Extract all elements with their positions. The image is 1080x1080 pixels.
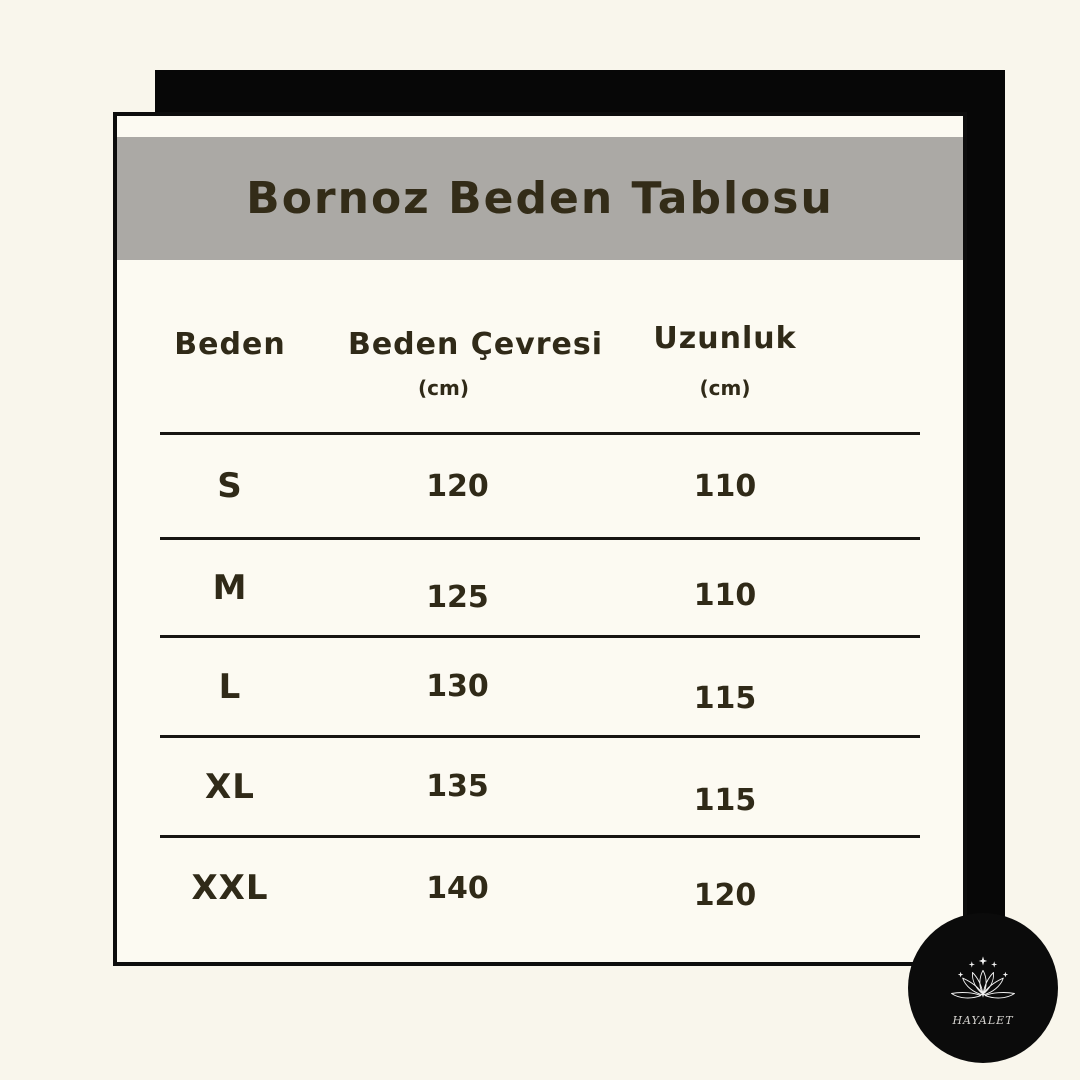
column-header-chest: [300, 327, 615, 400]
length-value: 115: [693, 783, 757, 818]
column-header-label: Uzunluk: [653, 321, 797, 356]
size-value: L: [218, 666, 242, 707]
table-row: [160, 540, 920, 638]
chest-value: 135: [426, 769, 489, 804]
lotus-icon: [941, 955, 1025, 1011]
chest-value: 130: [426, 669, 489, 704]
title-bar: [117, 137, 963, 260]
size-chart-card: [113, 112, 967, 966]
size-value: M: [212, 567, 248, 608]
column-header-label: Beden: [174, 327, 286, 362]
size-value: XXL: [191, 868, 269, 908]
size-table: [117, 260, 963, 962]
table-row: [160, 435, 920, 540]
column-header-unit: (cm): [418, 376, 469, 400]
chest-value: 125: [426, 580, 489, 615]
chest-value: 140: [426, 870, 489, 906]
column-header-length: [615, 321, 835, 400]
table-header-row: [160, 260, 920, 435]
column-header-unit: (cm): [699, 376, 751, 400]
size-value: XL: [205, 766, 255, 807]
length-value: 115: [693, 681, 757, 716]
table-row: [160, 738, 920, 838]
brand-badge: [908, 913, 1058, 1063]
column-header-size: [160, 327, 300, 400]
brand-name: HAYALET: [952, 1014, 1014, 1027]
length-value: 120: [693, 877, 757, 913]
size-value: S: [217, 466, 243, 506]
page-title: Bornoz Beden Tablosu: [246, 173, 834, 224]
column-header-unit: [160, 376, 300, 400]
table-row: [160, 838, 920, 962]
length-value: 110: [693, 468, 757, 504]
table-row: [160, 638, 920, 738]
length-value: 110: [693, 578, 757, 613]
column-header-label: Beden Çevresi: [347, 327, 604, 362]
chest-value: 120: [426, 468, 489, 504]
